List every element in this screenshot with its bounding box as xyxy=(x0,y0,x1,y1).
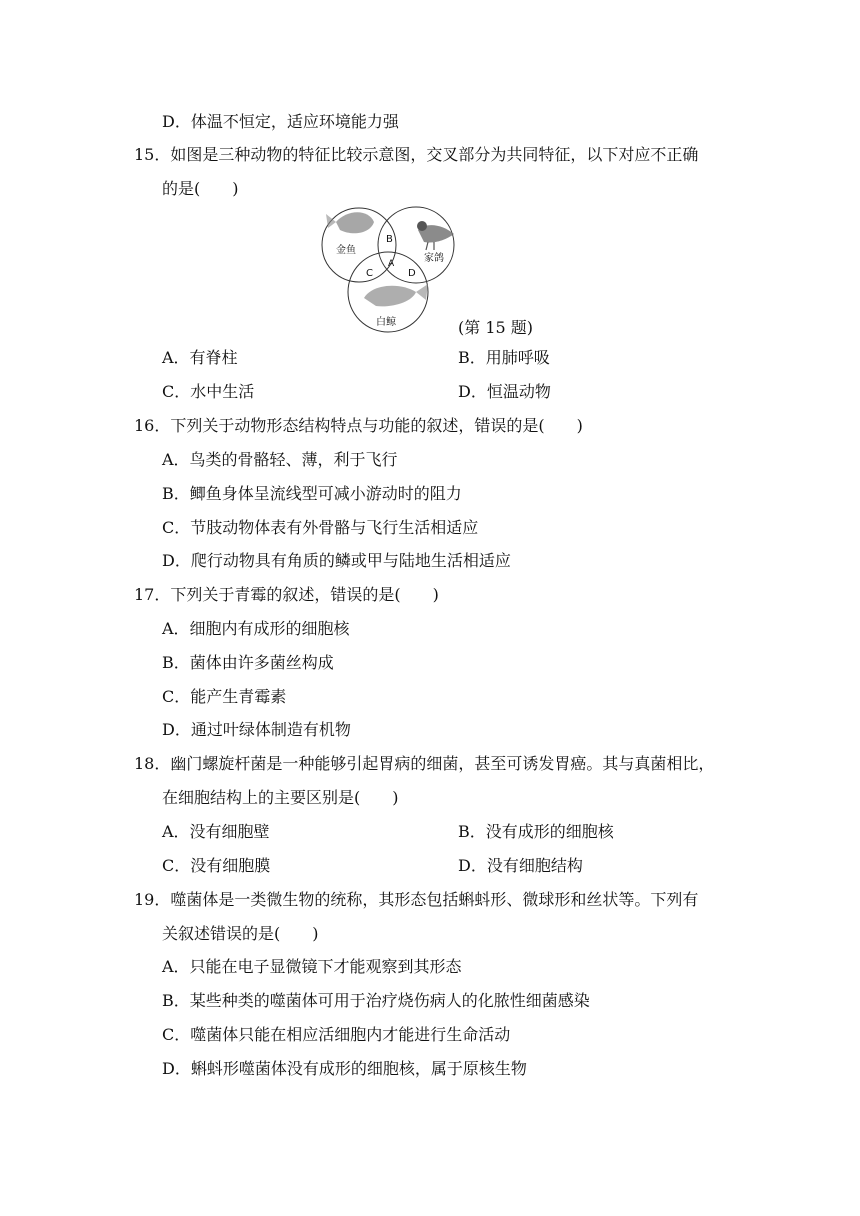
q17-option-d: D．通过叶绿体制造有机物 xyxy=(162,720,351,739)
q16-option-a: A．鸟类的骨骼轻、薄，利于飞行 xyxy=(162,450,398,469)
q17-option-b: B．菌体由许多菌丝构成 xyxy=(162,653,334,672)
whale-icon xyxy=(364,284,428,306)
q18-option-c: C．没有细胞膜 xyxy=(162,856,271,875)
label-fish: 金鱼 xyxy=(336,245,356,256)
region-a: A xyxy=(388,259,395,269)
question-18-stem-cont: 在细胞结构上的主要区别是( ) xyxy=(162,788,399,807)
region-c: C xyxy=(366,268,373,279)
question-15-stem: 15．如图是三种动物的特征比较示意图，交叉部分为共同特征，以下对应不正确 xyxy=(134,145,699,164)
question-18-stem: 18．幽门螺旋杆菌是一种能够引起胃病的细菌，甚至可诱发胃癌。其与真菌相比， xyxy=(134,754,715,773)
question-16-stem: 16．下列关于动物形态结构特点与功能的叙述，错误的是( ) xyxy=(134,416,583,435)
q19-option-a: A．只能在电子显微镜下才能观察到其形态 xyxy=(162,957,462,976)
question-19-stem-cont: 关叙述错误的是( ) xyxy=(162,924,319,943)
line-d-prev: D．体温不恒定，适应环境能力强 xyxy=(162,112,399,131)
question-17-stem: 17．下列关于青霉的叙述，错误的是( ) xyxy=(134,585,439,604)
question-15-stem-cont: 的是( ) xyxy=(162,179,239,198)
question-19-stem: 19．噬菌体是一类微生物的统称，其形态包括蝌蚪形、微球形和丝状等。下列有 xyxy=(134,890,699,909)
q15-option-c: C．水中生活 xyxy=(162,382,255,401)
figure-caption: (第 15 题) xyxy=(458,318,534,337)
venn-figure xyxy=(318,200,464,334)
label-pigeon: 家鸽 xyxy=(424,253,444,264)
q15-option-b: B．用肺呼吸 xyxy=(458,348,550,367)
q17-option-a: A．细胞内有成形的细胞核 xyxy=(162,619,350,638)
q16-option-d: D．爬行动物具有角质的鳞或甲与陆地生活相适应 xyxy=(162,551,511,570)
goldfish-icon xyxy=(326,212,374,233)
region-d: D xyxy=(408,268,416,279)
q15-option-d: D．恒温动物 xyxy=(458,382,551,401)
q18-option-a: A．没有细胞壁 xyxy=(162,822,270,841)
q19-option-b: B．某些种类的噬菌体可用于治疗烧伤病人的化脓性细菌感染 xyxy=(162,991,590,1010)
label-whale: 白鲸 xyxy=(376,317,396,328)
q16-option-b: B．鲫鱼身体呈流线型可减小游动时的阻力 xyxy=(162,484,462,503)
q15-option-a: A．有脊柱 xyxy=(162,348,238,367)
q16-option-c: C．节肢动物体表有外骨骼与飞行生活相适应 xyxy=(162,518,479,537)
q19-option-d: D．蝌蚪形噬菌体没有成形的细胞核，属于原核生物 xyxy=(162,1059,527,1078)
q19-option-c: C．噬菌体只能在相应活细胞内才能进行生命活动 xyxy=(162,1025,511,1044)
region-b: B xyxy=(386,234,393,245)
q18-option-d: D．没有细胞结构 xyxy=(458,856,583,875)
q18-option-b: B．没有成形的细胞核 xyxy=(458,822,614,841)
q17-option-c: C．能产生青霉素 xyxy=(162,687,287,706)
